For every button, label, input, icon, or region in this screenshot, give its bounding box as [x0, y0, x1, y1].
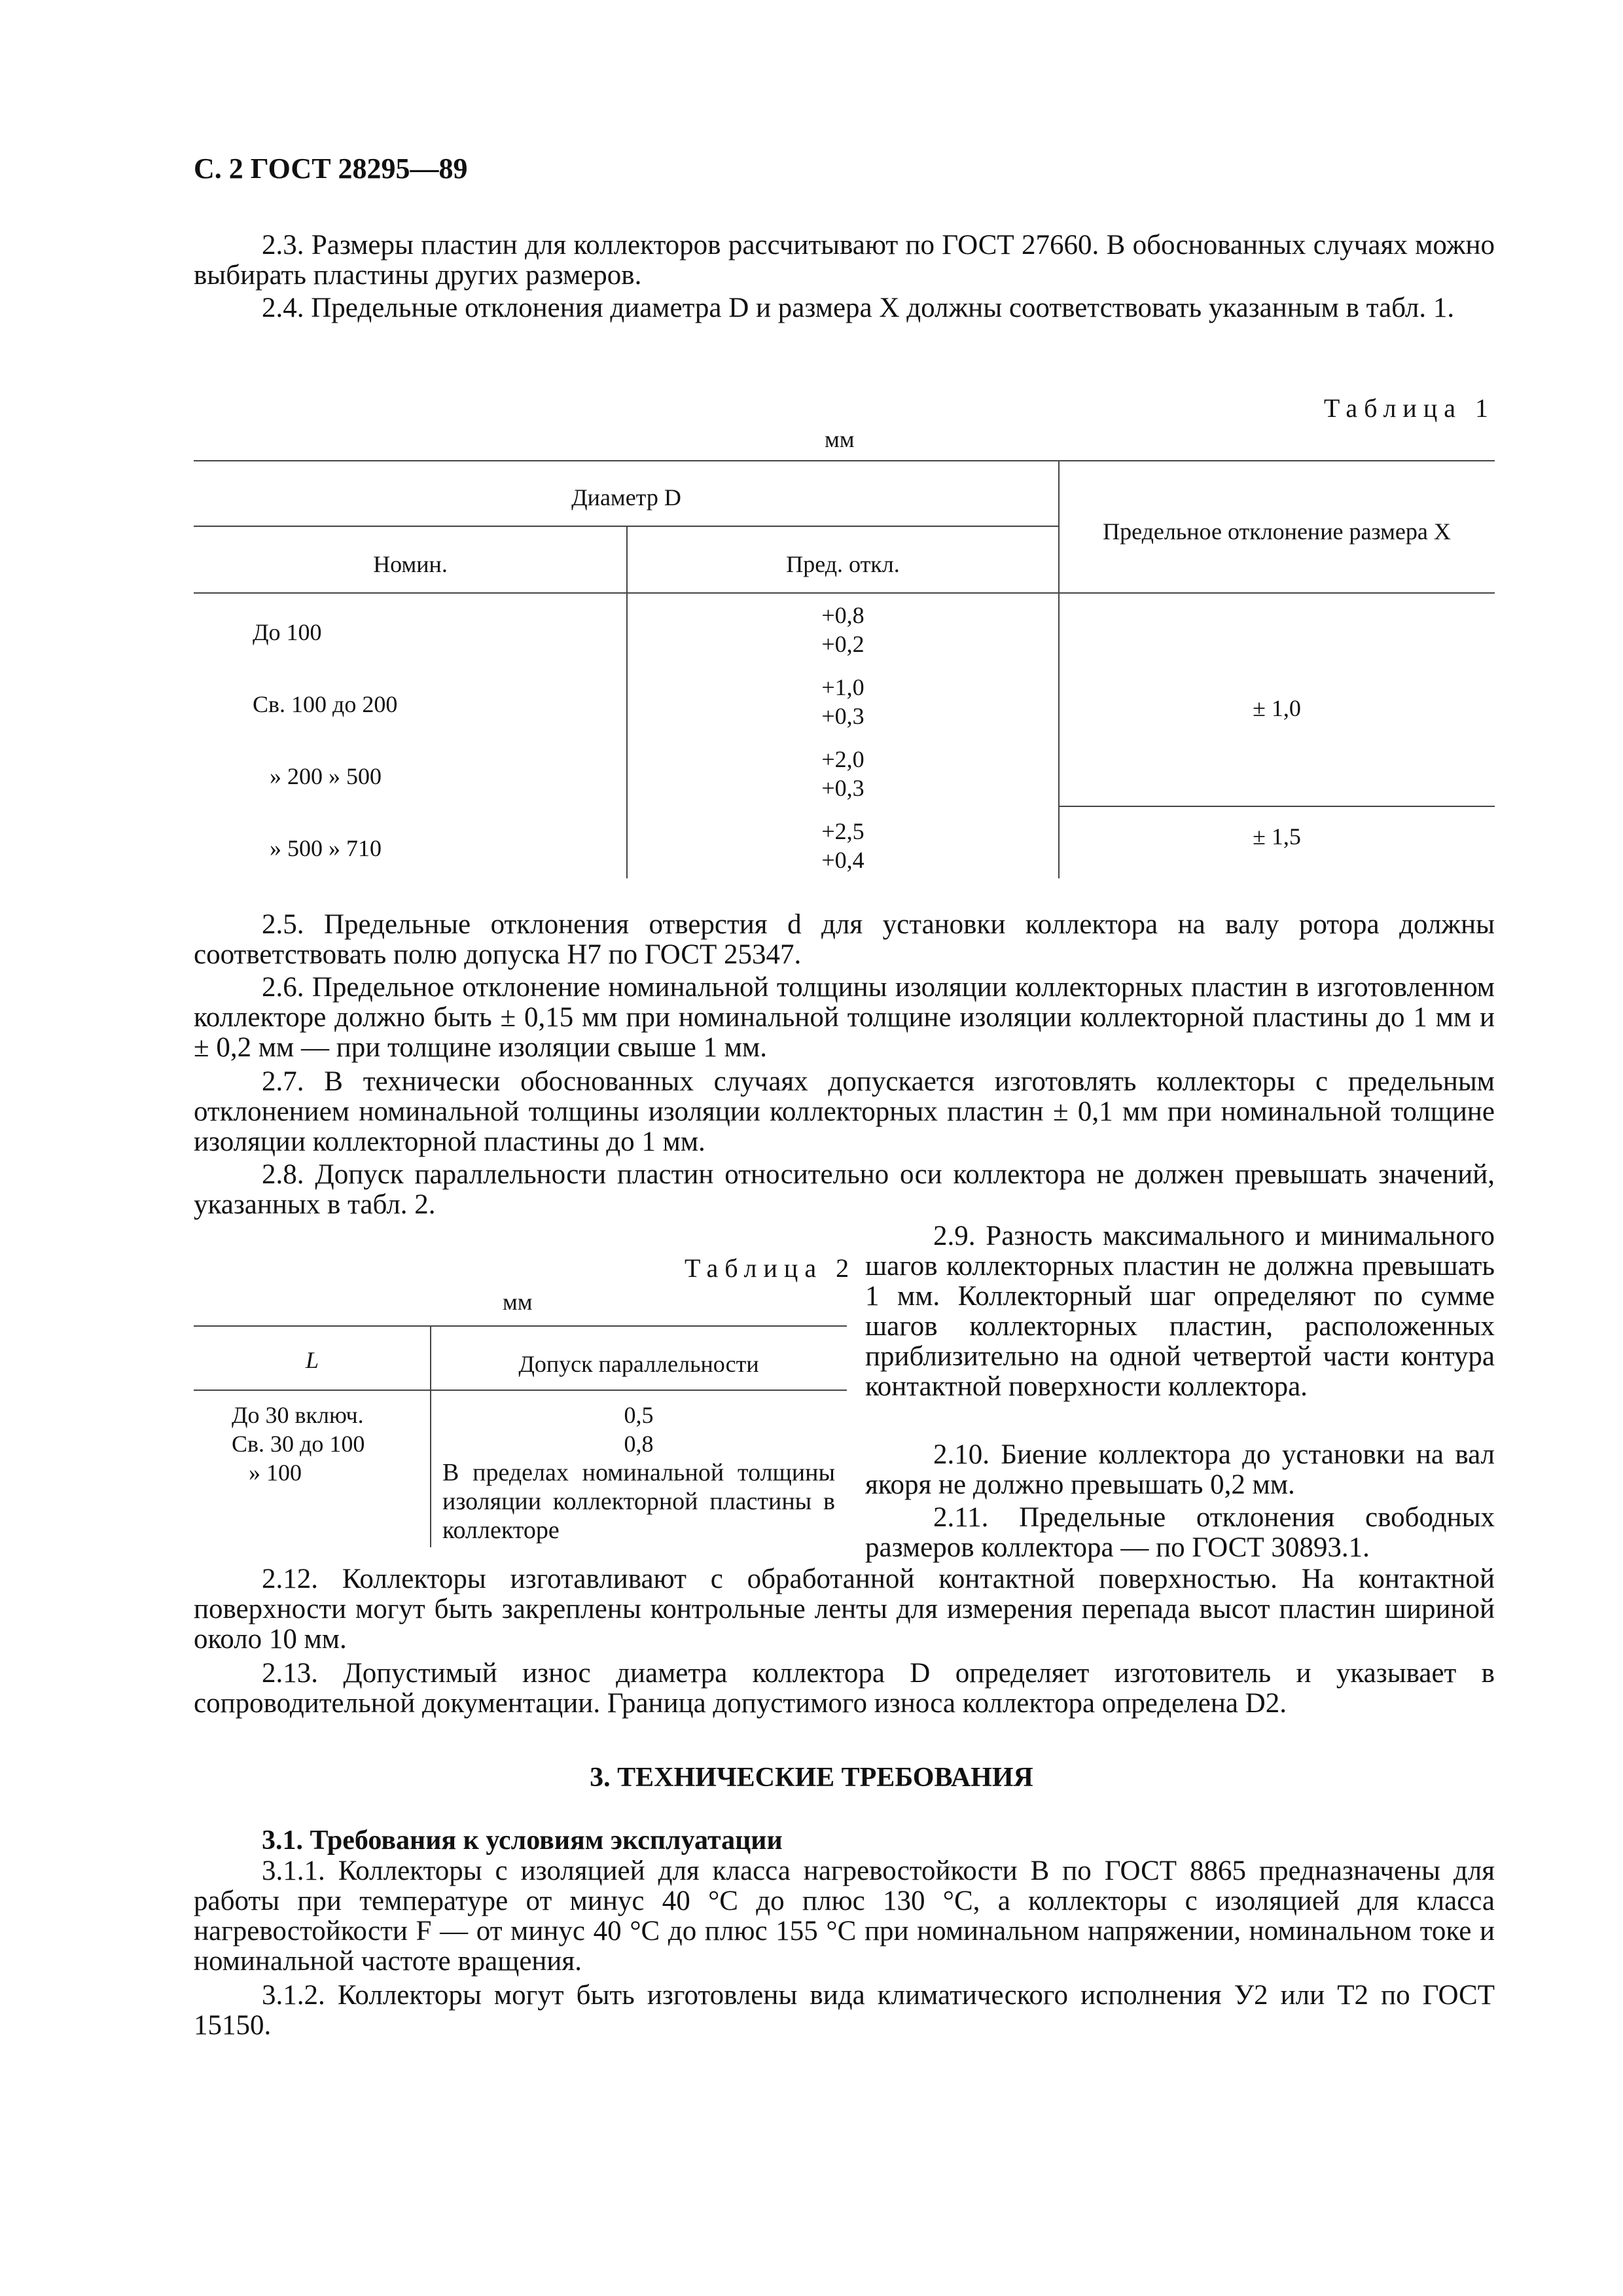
paragraph-2-13: 2.13. Допустимый износ диаметра коллектора D определяет изготовитель и указывает в сопроводительной документации. Граница допустимого износа коллектора определена D2. — [194, 1658, 1495, 1719]
section-3-title: 3. ТЕХНИЧЕСКИЕ ТРЕБОВАНИЯ — [590, 1763, 1033, 1793]
table1-x-value-2: ± 1,5 — [1253, 823, 1301, 850]
table1-x-value-1: ± 1,0 — [1253, 695, 1301, 721]
table2-row1-l: До 30 включ. — [232, 1402, 364, 1428]
table1-header-nomin: Номин. — [373, 551, 448, 577]
paragraph-2-4: 2.4. Предельные отклонения диаметра D и размера X должны соответствовать указанным в табл. 1. — [262, 293, 1455, 323]
table1-header-x: Предельное отклонение размера X — [1103, 518, 1451, 545]
paragraph-2-3: 2.3. Размеры пластин для коллекторов рассчитывают по ГОСТ 27660. В обоснованных случаях можно выбирать пластины других размеров. — [194, 230, 1495, 291]
table1-header-pred: Пред. откл. — [786, 551, 900, 577]
page-header: С. 2 ГОСТ 28295—89 — [194, 152, 468, 185]
table1-row3-upper: +2,0 — [821, 746, 865, 772]
paragraph-3-1-2: 3.1.2. Коллекторы могут быть изготовлены вида климатического исполнения У2 или Т2 по ГОСТ 15150. — [194, 1980, 1495, 2041]
table2-row3-l: » 100 — [249, 1460, 302, 1486]
table2-units: мм — [503, 1289, 533, 1315]
table1-row3-lower: +0,3 — [821, 775, 865, 801]
table1-row2-nomin: Св. 100 до 200 — [253, 691, 398, 717]
table1-row4-upper: +2,5 — [821, 818, 865, 844]
table2-header-l: L — [305, 1347, 319, 1373]
table2-row2-tol: 0,8 — [624, 1431, 654, 1457]
paragraph-2-11: 2.11. Предельные отклонения свободных размеров коллектора — по ГОСТ 30893.1. — [865, 1502, 1495, 1563]
table2-row1-tol: 0,5 — [624, 1402, 654, 1428]
paragraph-2-12: 2.12. Коллекторы изготавливают с обработанной контактной поверхностью. На контактной поверхности могут быть закреплены контрольные ленты для измерения перепада высот пластин шириной около 10 мм. — [194, 1564, 1495, 1655]
table1-row1-nomin: До 100 — [253, 619, 322, 645]
table1-row4-nomin: » 500 » 710 — [270, 835, 382, 861]
paragraph-2-10: 2.10. Биение коллектора до установки на вал якоря не должно превышать 0,2 мм. — [865, 1439, 1495, 1500]
table2-row3-tol: В пределах номинальной толщины изоляции коллекторной пластины в коллекторе — [442, 1459, 835, 1544]
table1-row1-lower: +0,2 — [821, 631, 865, 657]
paragraph-2-8: 2.8. Допуск параллельности пластин относительно оси коллектора не должен превышать значений, указанных в табл. 2. — [194, 1159, 1495, 1220]
table1-row3-nomin: » 200 » 500 — [270, 763, 382, 789]
table1-row1-upper: +0,8 — [821, 602, 865, 628]
paragraph-2-5: 2.5. Предельные отклонения отверстия d для установки коллектора на валу ротора должны соответствовать полю допуска H7 по ГОСТ 25347. — [194, 909, 1495, 970]
paragraph-2-6: 2.6. Предельное отклонение номинальной толщины изоляции коллекторных пластин в изготовленном коллекторе должно быть ± 0,15 мм при номинальной толщине изоляции коллекторной пластины до 1 мм и ± 0,2 мм — при толщине изоляции свыше 1 мм. — [194, 972, 1495, 1063]
paragraph-2-7: 2.7. В технически обоснованных случаях допускается изготовлять коллекторы с предельным отклонением номинальной толщины изоляции коллекторных пластин ± 0,1 мм при номинальной толщине изоляции коллекторной пластины до 1 мм. — [194, 1066, 1495, 1157]
table1-row2-lower: +0,3 — [821, 703, 865, 729]
table1-units: мм — [825, 426, 855, 452]
table1-caption: Таблица 1 — [1323, 393, 1495, 423]
table1-header-diameter: Диаметр D — [571, 484, 681, 511]
table1-row2-upper: +1,0 — [821, 674, 865, 700]
table2-header-tol: Допуск параллельности — [518, 1351, 759, 1377]
table2-caption: Таблица 2 — [685, 1253, 856, 1283]
table1-row4-lower: +0,4 — [821, 847, 865, 873]
subsection-3-1-title: 3.1. Требования к условиям эксплуатации — [262, 1825, 783, 1856]
paragraph-2-9: 2.9. Разность максимального и минимального шагов коллекторных пластин не должна превышать 1 мм. Коллекторный шаг определяют по сумме шагов коллекторных пластин, расположенных приблизительно на одной четвертой части контура контактной поверхности коллектора. — [865, 1221, 1495, 1402]
table2-row2-l: Св. 30 до 100 — [232, 1431, 365, 1457]
paragraph-3-1-1: 3.1.1. Коллекторы с изоляцией для класса нагревостойкости B по ГОСТ 8865 предназначены для работы при температуре от минус 40 °С до плюс 130 °С, а коллекторы с изоляцией для класса нагревостойкости F — от минус 40 °С до плюс 155 °С при номинальном напряжении, номинальном токе и номинальной частоте вращения. — [194, 1856, 1495, 1977]
